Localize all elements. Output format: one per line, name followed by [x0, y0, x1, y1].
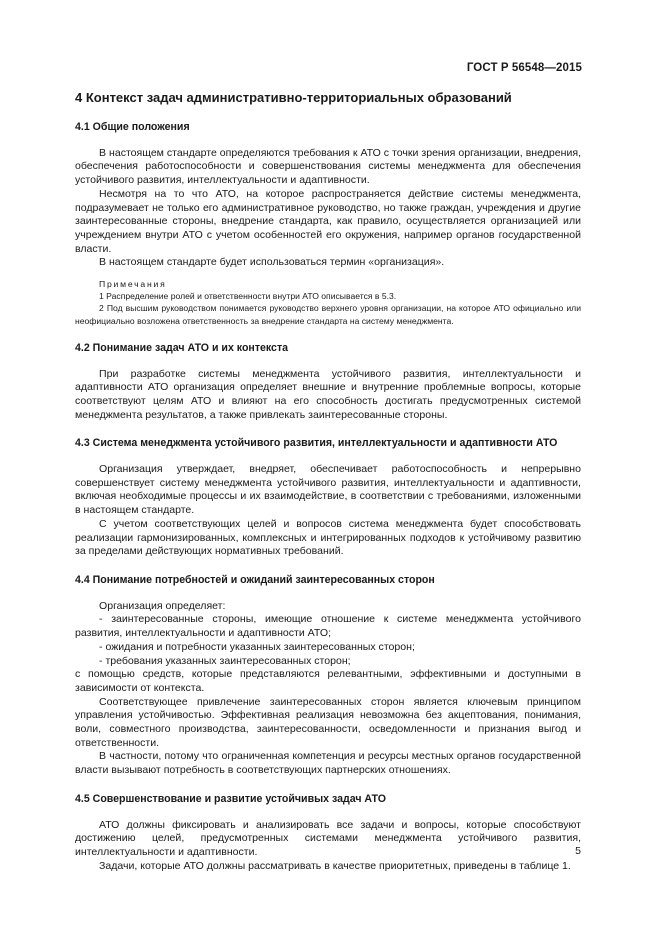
paragraph-intro: Организация определяет: — [99, 599, 226, 612]
paragraph: АТО должны фиксировать и анализировать все задачи и вопросы, которые способствуют достижению целей, предусмотренных системами менеджмента устойчивого развития, интеллектуальности и адаптивности. — [75, 818, 581, 858]
subsection-4-5-title: 4.5 Совершенствование и развитие устойчивых задач АТО — [75, 792, 386, 805]
page-content — [75, 90, 581, 873]
note-item: 1 Распределение ролей и ответственности внутри АТО описывается в 5.3. — [99, 291, 397, 302]
subsection-4-4-title: 4.4 Понимание потребностей и ожиданий заинтересованных сторон — [75, 573, 435, 586]
paragraph: С учетом соответствующих целей и вопросов система менеджмента будет способствовать реализации гармонизированных, комплексных и интегрированных подходов к устойчивому развитию за пределами действующих нормативных требований. — [75, 517, 581, 558]
note-item: 2 Под высшим руководством понимается руководство верхнего уровня организации, на которое АТО официально или неофициально возложена ответственность за внедрение стандарта на систему менеджмента. — [75, 303, 581, 326]
subsection-4-3-title: 4.3 Система менеджмента устойчивого развития, интеллектуальности и адаптивности АТО — [75, 437, 558, 450]
paragraph: При разработке системы менеджмента устойчивого развития, интеллектуальности и адаптивности АТО организация определяет внешние и внутренние проблемные вопросы, которые соответствуют целям АТО и влияют на его способность достигать предусмотренных системой менеджмента результатов, а также привлекать заинтересованные стороны. — [75, 367, 581, 421]
page-number: 5 — [575, 845, 581, 857]
paragraph: Несмотря на то что АТО, на которое распространяется действие системы менеджмента, подразумевает не только его административное руководство, но также граждан, учреждения и другие заинтересованные стороны, внедрение стандарта, как правило, осуществляется организацией или учреждением внутри АТО с учетом особенностей его окружения, например органов государственной власти. — [75, 187, 581, 255]
list-item: - ожидания и потребности указанных заинтересованных сторон; — [99, 640, 415, 653]
paragraph: В настоящем стандарте будет использоваться термин «организация». — [99, 256, 445, 269]
paragraph: В частности, потому что ограниченная компетенция и ресурсы местных органов государственной власти вызывают потребность в соответствующих партнерских отношениях. — [75, 750, 581, 777]
paragraph: В настоящем стандарте определяются требования к АТО с точки зрения организации, внедрения, обеспечения работоспособности и совершенствования системы менеджмента для обеспечения устойчивого развития, интеллектуальности и адаптивности. — [75, 146, 581, 187]
notes-title: Примечания — [99, 279, 167, 290]
paragraph: Организация утверждает, внедряет, обеспечивает работоспособность и непрерывно совершенствует систему менеджмента устойчивого развития, интеллектуальности и адаптивности, включая необходимые процессы и их взаимодействие, в соответствии с требованиями, изложенными в настоящем стандарте. — [75, 463, 581, 517]
subsection-4-2-title: 4.2 Понимание задач АТО и их контекста — [75, 341, 289, 354]
paragraph: с помощью средств, которые представляются релевантными, эффективными и доступными в зависимости от контекста. — [75, 668, 581, 694]
section-title: 4 Контекст задач административно-территориальных образований — [75, 90, 512, 105]
notes-block — [75, 278, 581, 327]
subsection-4-1-title: 4.1 Общие положения — [75, 121, 190, 133]
paragraph: Задачи, которые АТО должны рассматривать в качестве приоритетных, приведены в таблице 1. — [99, 859, 571, 872]
standard-code: ГОСТ Р 56548—2015 — [466, 62, 582, 74]
paragraph: Соответствующее привлечение заинтересованных сторон является ключевым принципом управления устойчивостью. Эффективная реализация невозможна без акцептования, понимания, воли, совместного производства, заинтересованности, осведомленности и признания выгод и ответственности. — [75, 695, 581, 749]
list-item: - заинтересованные стороны, имеющие отношение к системе менеджмента устойчивого развития, интеллектуальности и адаптивности АТО; — [75, 613, 581, 640]
list-item: - требования указанных заинтересованных сторон; — [99, 654, 351, 667]
